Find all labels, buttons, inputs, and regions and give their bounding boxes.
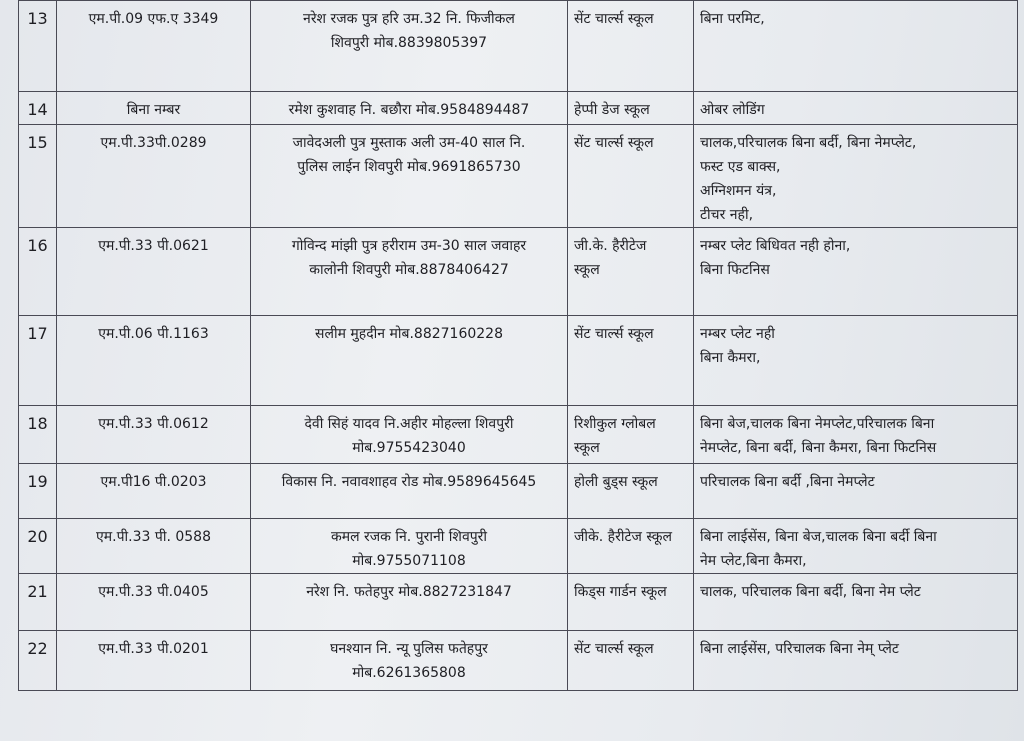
- driver-details-cell-line: मोब.9755071108: [352, 553, 466, 569]
- violation-cell-line: टीचर नही,: [700, 207, 754, 223]
- school-name-cell: [568, 464, 694, 519]
- vehicle-number-cell: एम.पी.33पी.0289: [57, 125, 251, 228]
- school-name-cell-line: जीके. हैरीटेज स्कूल: [574, 529, 673, 545]
- driver-details-cell-line: कालोनी शिवपुरी मोब.8878406427: [309, 262, 509, 278]
- violation-cell-line: नम्बर प्लेट बिधिवत नही होना,: [700, 238, 851, 254]
- driver-details-cell: [251, 406, 568, 464]
- vehicle-number-cell: एम.पी.09 एफ.ए 3349: [57, 1, 251, 92]
- driver-details-cell-line: गोविन्द मांझी पुत्र हरीराम उम-30 साल जवाहर: [291, 238, 527, 254]
- school-name-cell: [568, 92, 694, 125]
- violation-cell-line: ओबर लोडिंग: [700, 102, 765, 118]
- violation-cell-line: बिना बेज,चालक बिना नेमप्लेट,परिचालक बिना: [700, 416, 935, 432]
- vehicle-number-cell: एम.पी.33 पी.0612: [57, 406, 251, 464]
- table-row: [19, 519, 1018, 574]
- school-name-cell: [568, 316, 694, 406]
- violation-cell: [694, 574, 1018, 631]
- school-name-cell-line: होली बुड्स स्कूल: [574, 474, 658, 490]
- driver-details-cell-line: शिवपुरी मोब.8839805397: [330, 35, 488, 51]
- school-name-cell-line: सेंट चार्ल्स स्कूल: [574, 641, 654, 657]
- violation-cell-line: बिना लाईसेंस, परिचालक बिना नेम् प्लेट: [700, 641, 899, 657]
- vehicle-number-cell: बिना नम्बर: [57, 92, 251, 125]
- violation-cell-line: बिना परमिट,: [700, 11, 765, 27]
- violation-cell-line: नेमप्लेट, बिना बर्दी, बिना कैमरा, बिना फिटनिस: [700, 440, 937, 456]
- table-row: [19, 1, 1018, 92]
- driver-details-cell-line: विकास नि. नवावशाहव रोड मोब.9589645645: [281, 474, 537, 490]
- driver-details-cell: [251, 464, 568, 519]
- violation-cell-line: परिचालक बिना बर्दी ,बिना नेमप्लेट: [700, 474, 875, 490]
- violation-cell-line: बिना कैमरा,: [700, 350, 761, 366]
- driver-details-cell-line: सलीम मुहदीन मोब.8827160228: [314, 326, 503, 342]
- driver-details-cell-line: रमेश कुशवाह नि. बछौरा मोब.9584894487: [288, 102, 530, 118]
- school-name-cell: [568, 631, 694, 691]
- table-row: [19, 574, 1018, 631]
- school-name-cell-line: सेंट चार्ल्स स्कूल: [574, 326, 654, 342]
- violation-cell-line: अग्निशमन यंत्र,: [700, 183, 777, 199]
- serial-number-cell: 18: [19, 406, 57, 464]
- school-name-cell: [568, 519, 694, 574]
- driver-details-cell-line: नरेश नि. फतेहपुर मोब.8827231847: [306, 584, 512, 600]
- school-name-cell-line: किड्स गार्डन स्कूल: [574, 584, 667, 600]
- driver-details-cell: [251, 631, 568, 691]
- school-name-cell: [568, 228, 694, 316]
- driver-details-cell-line: देवी सिहं यादव नि.अहीर मोहल्ला शिवपुरी: [304, 416, 514, 432]
- violation-cell-line: फस्ट एड बाक्स,: [700, 159, 781, 175]
- violation-cell: [694, 228, 1018, 316]
- violation-cell-line: बिना लाईसेंस, बिना बेज,चालक बिना बर्दी बिना: [700, 529, 937, 545]
- table-row: [19, 228, 1018, 316]
- school-name-cell-line: स्कूल: [574, 440, 600, 456]
- driver-details-cell-line: जावेदअली पुत्र मुस्ताक अली उम-40 साल नि.: [292, 135, 526, 151]
- vehicle-number-cell: एम.पी.33 पी.0621: [57, 228, 251, 316]
- school-name-cell: [568, 125, 694, 228]
- violation-cell: [694, 464, 1018, 519]
- school-name-cell-line: सेंट चार्ल्स स्कूल: [574, 135, 654, 151]
- school-name-cell: [568, 1, 694, 92]
- school-name-cell-line: स्कूल: [574, 262, 600, 278]
- serial-number-cell: 16: [19, 228, 57, 316]
- driver-details-cell: [251, 519, 568, 574]
- table-row: [19, 406, 1018, 464]
- vehicle-number-cell: एम.पी.33 पी.0405: [57, 574, 251, 631]
- violation-cell-line: चालक, परिचालक बिना बर्दी, बिना नेम प्लेट: [700, 584, 921, 600]
- serial-number-cell: 14: [19, 92, 57, 125]
- vehicle-number-cell: एम.पी.33 पी. 0588: [57, 519, 251, 574]
- driver-details-cell: [251, 1, 568, 92]
- vehicle-number-cell: एम.पी.33 पी.0201: [57, 631, 251, 691]
- school-name-cell-line: हेप्पी डेज स्कूल: [574, 102, 650, 118]
- serial-number-cell: 17: [19, 316, 57, 406]
- violation-cell: [694, 125, 1018, 228]
- driver-details-cell-line: पुलिस लाईन शिवपुरी मोब.9691865730: [297, 159, 521, 175]
- vehicle-number-cell: एम.पी.06 पी.1163: [57, 316, 251, 406]
- driver-details-cell-line: नरेश रजक पुत्र हरि उम.32 नि. फिजीकल: [303, 11, 515, 27]
- violation-cell: [694, 406, 1018, 464]
- driver-details-cell: [251, 316, 568, 406]
- violation-cell: [694, 92, 1018, 125]
- school-name-cell: [568, 574, 694, 631]
- table-row: [19, 125, 1018, 228]
- table-row: [19, 316, 1018, 406]
- school-name-cell-line: रिशीकुल ग्लोबल: [574, 416, 656, 432]
- serial-number-cell: 22: [19, 631, 57, 691]
- violation-cell: [694, 316, 1018, 406]
- serial-number-cell: 21: [19, 574, 57, 631]
- violation-cell: [694, 1, 1018, 92]
- table-row: [19, 92, 1018, 125]
- serial-number-cell: 15: [19, 125, 57, 228]
- vehicle-number-cell: एम.पी16 पी.0203: [57, 464, 251, 519]
- violation-cell-line: बिना फिटनिस: [700, 262, 770, 278]
- serial-number-cell: 13: [19, 1, 57, 92]
- table-body: [19, 1, 1018, 691]
- violation-cell-line: नेम प्लेट,बिना कैमरा,: [700, 553, 807, 569]
- violation-cell-line: नम्बर प्लेट नही: [700, 326, 775, 342]
- table-row: [19, 464, 1018, 519]
- driver-details-cell: [251, 228, 568, 316]
- school-name-cell-line: जी.के. हैरीटेज: [574, 238, 647, 254]
- school-name-cell: [568, 406, 694, 464]
- driver-details-cell: [251, 574, 568, 631]
- violation-cell-line: चालक,परिचालक बिना बर्दी, बिना नेमप्लेट,: [700, 135, 917, 151]
- driver-details-cell: [251, 125, 568, 228]
- school-name-cell-line: सेंट चार्ल्स स्कूल: [574, 11, 654, 27]
- violation-cell: [694, 631, 1018, 691]
- serial-number-cell: 20: [19, 519, 57, 574]
- violations-table: [18, 0, 1018, 691]
- driver-details-cell-line: मोब.9755423040: [352, 440, 466, 456]
- serial-number-cell: 19: [19, 464, 57, 519]
- table-row: [19, 631, 1018, 691]
- driver-details-cell-line: घनश्यान नि. न्यू पुलिस फतेहपुर: [330, 641, 488, 657]
- violation-cell: [694, 519, 1018, 574]
- driver-details-cell: [251, 92, 568, 125]
- driver-details-cell-line: कमल रजक नि. पुरानी शिवपुरी: [330, 529, 488, 545]
- driver-details-cell-line: मोब.6261365808: [352, 665, 466, 681]
